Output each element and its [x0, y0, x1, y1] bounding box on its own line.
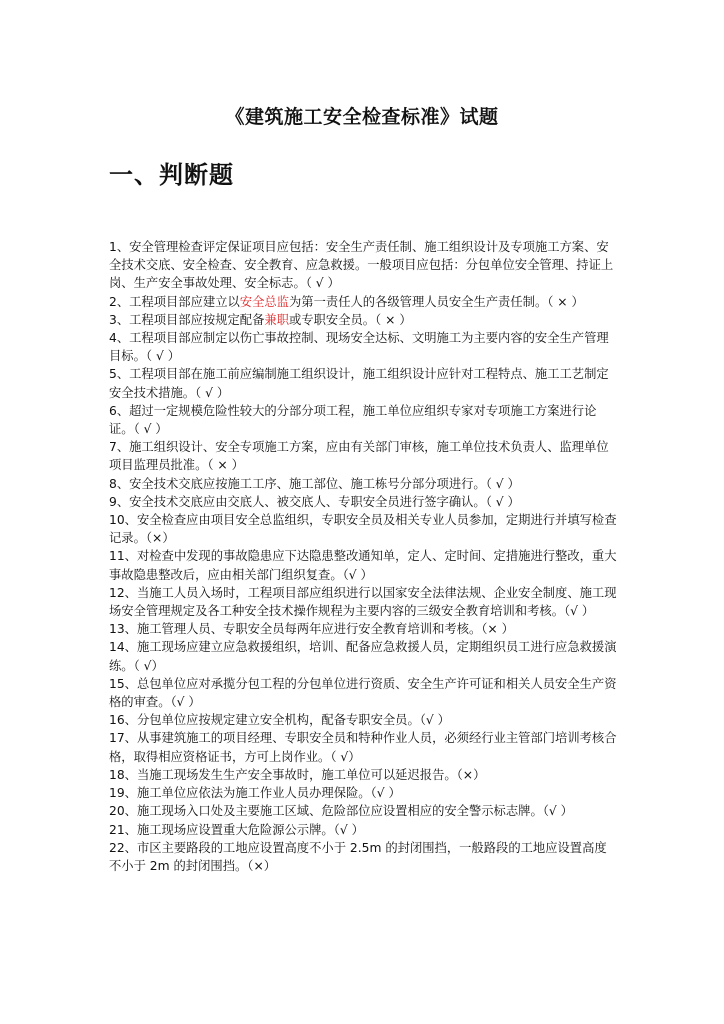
- question-item: 19、施工单位应依法为施工作业人员办理保险。（√ ）: [109, 786, 401, 801]
- question-item: 16、分包单位应按规定建立安全机构，配备专职安全员。（√ ）: [109, 713, 450, 728]
- question-item: 13、施工管理人员、专职安全员每两年应进行安全教育培训和考核。（× ）: [109, 622, 514, 637]
- highlighted-term: 安全总监: [239, 294, 289, 309]
- question-item: 8、安全技术交底应按施工工序、施工部位、施工栋号分部分项进行。（ √ ）: [109, 476, 520, 491]
- question-text: 3、工程项目部应按规定配备: [109, 312, 265, 327]
- question-item: 22、市区主要路段的工地应设置高度不小于 2.5m 的封闭围挡，一般路段的工地应设置高度不小于 2m 的封闭围挡。（×）: [109, 840, 607, 873]
- question-item: 20、施工现场入口处及主要施工区域、危险部位应设置相应的安全警示标志牌。（√ ）: [109, 804, 573, 819]
- section-heading: 一、判断题: [109, 161, 234, 189]
- question-item: 1、安全管理检查评定保证项目应包括：安全生产责任制、施工组织设计及专项施工方案、安全技术交底、安全检查、安全教育、应急救援。一般项目应包括：分包单位安全管理、持证上岗、生产安全事故处理、安全标志。（ √ ）: [109, 240, 614, 291]
- question-list: [109, 238, 617, 875]
- question-item: 21、施工现场应设置重大危险源公示牌。（√ ）: [109, 822, 364, 837]
- question-item: 18、当施工现场发生生产安全事故时，施工单位可以延迟报告。（×）: [109, 767, 486, 782]
- document-title: 《建筑施工安全检查标准》试题: [225, 106, 499, 128]
- question-item: 11、对检查中发现的事故隐患应下达隐患整改通知单，定人、定时间、定措施进行整改，重大事故隐患整改后，应由相关部门组织复查。（√ ）: [109, 549, 617, 582]
- question-text: 为第一责任人的各级管理人员安全生产责任制。（ × ）: [289, 294, 584, 309]
- question-item: 4、工程项目部应制定以伤亡事故控制、现场安全达标、文明施工为主要内容的安全生产管理目标。（ √ ）: [109, 331, 609, 364]
- question-item: 6、超过一定规模危险性较大的分部分项工程，施工单位应组织专家对专项施工方案进行论证。（ √ ）: [109, 403, 597, 437]
- question-text: 或专职安全员。（ × ）: [289, 312, 412, 327]
- question-item: 12、当施工人员入场时，工程项目部应组织进行以国家安全法律法规、企业安全制度、施工现场安全管理规定及各工种安全技术操作规程为主要内容的三级安全教育培训和考核。（√ ）: [109, 585, 617, 619]
- question-item: 5、工程项目部在施工前应编制施工组织设计，施工组织设计应针对工程特点、施工工艺制定安全技术措施。（ √ ）: [109, 367, 609, 400]
- question-item: 10、安全检查应由项目安全总监组织，专职安全员及相关专业人员参加，定期进行并填写检查记录。（×）: [109, 513, 617, 546]
- highlighted-term: 兼职: [264, 312, 289, 327]
- question-item: [109, 293, 617, 311]
- question-text: 2、工程项目部应建立以: [109, 294, 240, 309]
- question-item: 15、总包单位应对承揽分包工程的分包单位进行资质、安全生产许可证和相关人员安全生产资格的审查。（√ ）: [109, 676, 617, 710]
- question-item: 14、施工现场应建立应急救援组织，培训、配备应急救援人员，定期组织员工进行应急救援演练。（ √）: [109, 640, 617, 673]
- question-item: 7、施工组织设计、安全专项施工方案，应由有关部门审核，施工单位技术负责人、监理单位项目监理员批准。（ × ）: [109, 440, 609, 473]
- question-item: 17、从事建筑施工的项目经理、专职安全员和特种作业人员，必须经行业主管部门培训考核合格，取得相应资格证书，方可上岗作业。（ √）: [109, 731, 617, 764]
- question-item: [109, 311, 617, 329]
- question-item: 9、安全技术交底应由交底人、被交底人、专职安全员进行签字确认。（ √ ）: [109, 494, 520, 509]
